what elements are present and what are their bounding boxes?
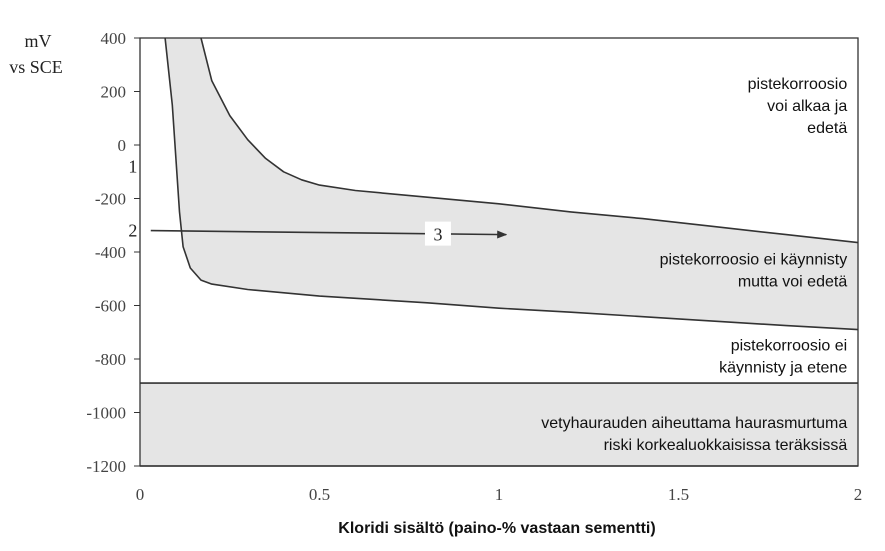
x-tick-label: 1 [494,485,504,504]
region-label-line: pistekorroosio ei käynnisty [659,251,848,269]
region-label-line: vetyhaurauden aiheuttama haurasmurtuma [541,414,848,432]
y-tick-label: -800 [94,350,126,369]
region-label-line: mutta voi edetä [737,273,848,291]
region-label-line: voi alkaa ja [767,98,848,116]
x-tick-label: 0.5 [308,485,331,504]
y-tick-label: -400 [94,243,126,262]
annotation-label: 1 [128,156,138,177]
region-label-line: pistekorroosio ei [730,337,848,355]
x-axis [136,485,863,504]
annotation-label: 3 [433,224,443,245]
region-label-line: pistekorroosio [747,76,848,94]
y-tick-label: 200 [100,82,126,102]
annotation-label: 2 [128,220,138,241]
y-axis-label-line-2: vs SCE [9,57,63,77]
y-axis [86,29,140,476]
region-label-line: käynnisty ja etene [719,359,848,377]
x-axis-label: Kloridi sisältö (paino-% vastaan sementti) [338,520,656,537]
y-tick-label: -200 [94,189,126,209]
y-tick-label: -1200 [86,457,126,476]
y-tick-label: -600 [94,296,126,316]
region-label-line: riski korkealuokkaisissa teräksissä [603,436,848,454]
y-tick-label: -1000 [86,403,126,423]
x-tick-label: 0 [135,485,145,504]
y-tick-label: 0 [117,136,126,155]
region-label-line: edetä [807,120,848,138]
y-tick-label: 400 [100,29,126,48]
y-axis-label-line-1: mV [24,31,52,51]
x-tick-label: 2 [853,485,863,504]
x-tick-label: 1.5 [667,485,690,504]
